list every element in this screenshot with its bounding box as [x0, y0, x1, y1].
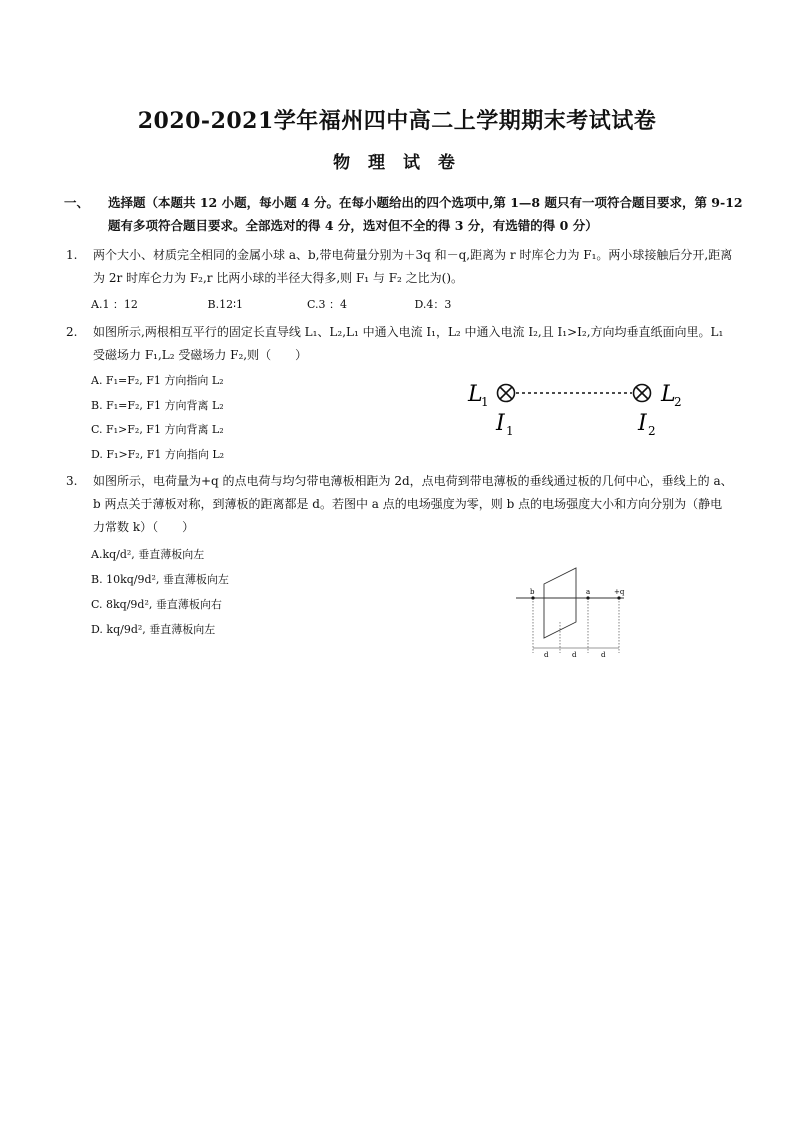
option-c: C. 8kq/9d², 垂直薄板向右 [91, 598, 222, 611]
label-i1: I [496, 411, 505, 436]
label-d1: d [544, 651, 549, 659]
page-title: 2020-2021学年福州四中高二上学期期末考试试卷 [137, 108, 657, 134]
label-l2-sub: 2 [674, 395, 682, 409]
label-i2: I [638, 411, 647, 436]
figure-parallel-wires [460, 368, 720, 448]
label-l1: L [468, 382, 483, 407]
figure-charged-plate [510, 560, 630, 660]
label-b: b [530, 588, 535, 596]
label-l1-sub: 1 [481, 395, 489, 409]
label-d3: d [601, 651, 606, 659]
label-q: +q [614, 588, 625, 596]
charged-plate [544, 568, 576, 638]
option-d: D.4：3 [414, 298, 452, 311]
option-a: A. F₁=F₂, F1 方向指向 L₂ [91, 374, 224, 387]
question-number: 3. [66, 474, 78, 488]
section-number: 一、 [64, 195, 90, 210]
option-b: B. F₁=F₂, F1 方向背离 L₂ [91, 399, 224, 412]
options-q1 [91, 296, 451, 314]
option-c: C.3 ：4 [307, 298, 348, 311]
option-d: D. kq/9d², 垂直薄板向左 [91, 623, 216, 636]
option-c: C. F₁>F₂, F1 方向背离 L₂ [91, 423, 224, 436]
question-number: 2. [66, 325, 78, 339]
question-text: 两个大小、材质完全相同的金属小球 a、b,带电荷量分别为＋3q 和－q,距离为 r 时库仑力为 F₁。两小球接触后分开,距离为 2r 时库仑力为 F₂,r 比两小球的半径大得多,则 F₁ 与 F₂ 之比为()。 [93, 248, 733, 285]
label-l2: L [661, 382, 676, 407]
option-a: A.1 ：12 [91, 298, 138, 311]
option-b: B.12∶1 [207, 298, 243, 311]
page-subtitle: 物 理 试 卷 [333, 153, 461, 173]
label-i2-sub: 2 [648, 424, 656, 438]
label-i1-sub: 1 [506, 424, 514, 438]
question-text: 如图所示，电荷量为+q 的点电荷与均匀带电薄板相距为 2d，点电荷到带电薄板的垂线通过板的几何中心，垂线上的 a、b 两点关于薄板对称，到薄板的距离都是 d。若图中 a 点的电场强度为零，则 b 点的电场强度大小和方向分别为（静电力常数 k）（ ） [93, 474, 733, 534]
label-d2: d [572, 651, 577, 659]
section-text: 选择题（本题共 12 小题，每小题 4 分。在每小题给出的四个选项中,第 1—8 题只有一项符合题目要求，第 9-12 题有多项符合题目要求。全部选对的得 4 分，选对但不全的得 3 分，有选错的得 0 分） [108, 195, 743, 233]
question-text: 如图所示,两根相互平行的固定长直导线 L₁、L₂,L₁ 中通入电流 I₁，L₂ 中通入电流 I₂,且 I₁>I₂,方向均垂直纸面向里。L₁ 受磁场力 F₁,L₂ 受磁场力 F₂,则（ ） [93, 325, 724, 362]
option-d: D. F₁>F₂, F1 方向指向 L₂ [91, 448, 225, 461]
option-a: A.kq/d², 垂直薄板向左 [91, 548, 205, 561]
cross-circle-icon-l1 [498, 385, 515, 402]
option-b: B. 10kq/9d², 垂直薄板向左 [91, 573, 229, 586]
label-a: a [586, 588, 591, 596]
question-number: 1. [66, 248, 78, 262]
cross-circle-icon-l2 [634, 385, 651, 402]
